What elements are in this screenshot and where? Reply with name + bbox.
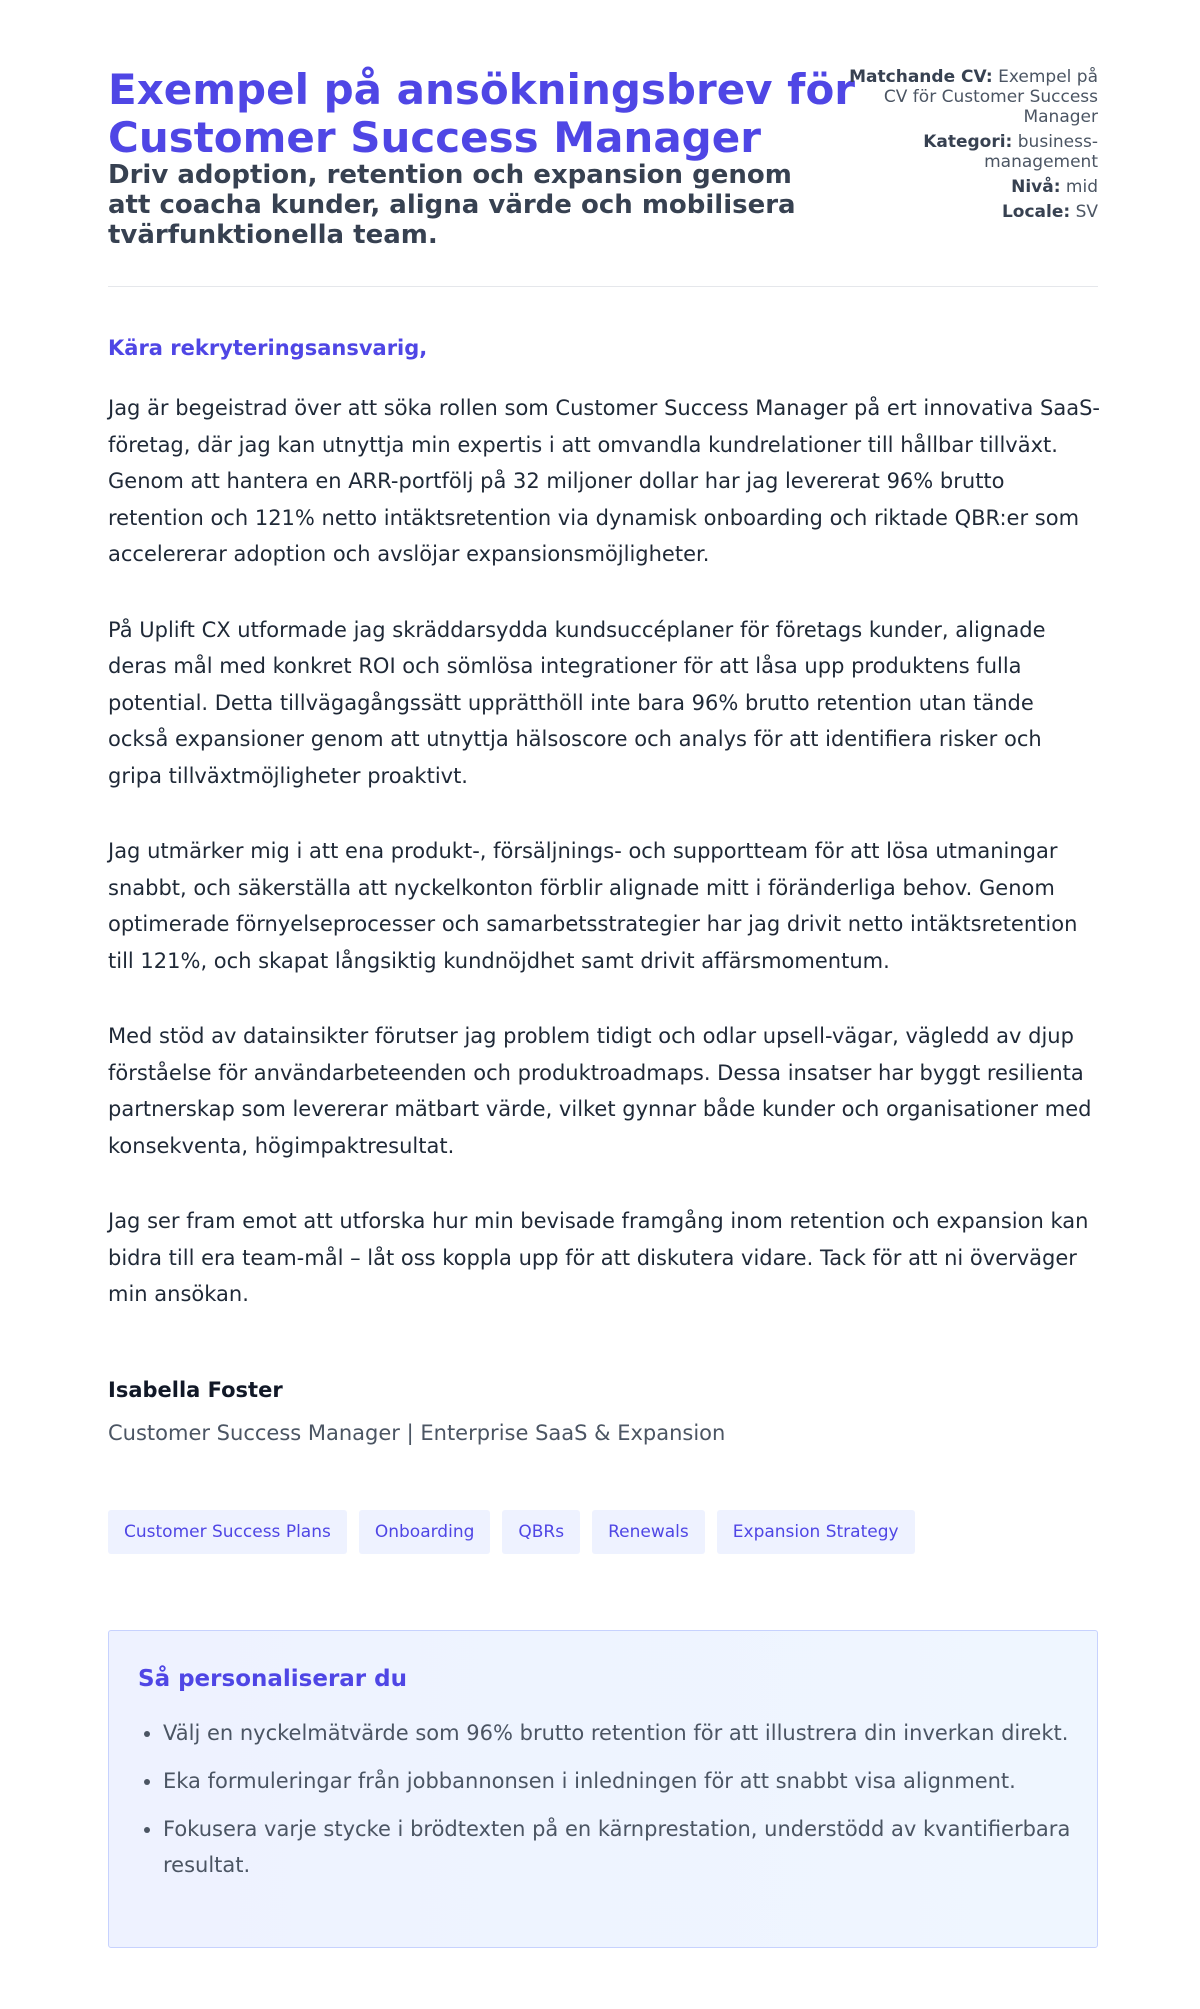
meta-level <box>838 177 1098 197</box>
page-header <box>108 0 1098 287</box>
tips-list-item: • Fokusera varje stycke i brödtexten på en kärnprestation, understödd av kvantifierbara resultat. <box>163 1811 1093 1883</box>
meta-cv-value: Exempel på CV för Customer Success Manager <box>883 67 1098 127</box>
meta-locale-label: Locale: <box>1001 202 1071 222</box>
meta-category <box>838 132 1098 172</box>
letter-paragraph: Jag är begeistrad över att söka rollen som Customer Success Manager på ert innovativa SaaS-företag, där jag kan utnyttja min expertis i att omvandla kundrelationer till hållbar tillväxt. Genom att hantera en ARR-portfölj på 32 miljoner dollar har jag levererat 96% brutto retention och 121% netto intäktsretention via dynamisk onboarding och riktade QBR:er som accelererar adoption och avslöjar expansionsmöjligheter. <box>108 396 1100 566</box>
signature-title: Customer Success Manager | Enterprise SaaS & Expansion <box>108 1421 726 1445</box>
letter-paragraph: Jag utmärker mig i att ena produkt-, försäljnings- och supportteam för att lösa utmaningar snabbt, och säkerställa att nyckelkonton förblir alignade mitt i föränderliga behov. Genom optimerade förnyelseprocesser och samarbetsstrategier har jag drivit netto intäktsretention till 121%, och skapat långsiktig kundnöjdhet samt drivit affärsmomentum. <box>108 839 1078 973</box>
meta-locale-value: SV <box>1075 202 1098 222</box>
page-title: Exempel på ansökningsbrev för Customer Success Manager <box>108 65 856 162</box>
tips-title: Så personaliserar du <box>138 1666 407 1692</box>
tips-list-item: • Välj en nyckelmätvärde som 96% brutto retention för att illustrera din inverkan direkt. <box>163 1715 1093 1751</box>
tips-list <box>138 1715 1093 1895</box>
signature-name: Isabella Foster <box>108 1378 283 1402</box>
skill-tags <box>108 1510 915 1554</box>
meta-cv-label: Matchande CV: <box>849 67 993 87</box>
skill-tag: Expansion Strategy <box>717 1510 915 1554</box>
letter-body <box>108 390 1100 1352</box>
personalization-tips-box <box>108 1630 1098 1948</box>
tips-list-item: • Eka formuleringar från jobbannonsen i inledningen för att snabbt visa alignment. <box>163 1763 1093 1799</box>
meta-matching-cv <box>838 67 1098 127</box>
cover-letter-page <box>108 0 1100 1877</box>
letter-paragraph: Jag ser fram emot att utforska hur min bevisade framgång inom retention och expansion kan bidra till era team-mål – låt oss koppla upp för att diskutera vidare. Tack för att ni överväger min ansökan. <box>108 1209 1089 1306</box>
meta-level-label: Nivå: <box>1011 177 1061 197</box>
letter-paragraph: Med stöd av datainsikter förutser jag problem tidigt och odlar upsell-vägar, vägledd av djup förståelse för användarbeteenden och produktroadmaps. Dessa insatser har byggt resilienta partnerskap som levererar mätbart värde, vilket gynnar både kunder och organisationer med konsekventa, högimpaktresultat. <box>108 1024 1092 1158</box>
meta-category-label: Kategori: <box>923 132 1013 152</box>
skill-tag: Customer Success Plans <box>108 1510 347 1554</box>
letter-greeting: Kära rekryteringsansvarig, <box>108 336 428 360</box>
meta-info <box>838 67 1098 227</box>
meta-level-value: mid <box>1065 177 1098 197</box>
skill-tag: Onboarding <box>359 1510 491 1554</box>
page-subtitle: Driv adoption, retention och expansion genom att coacha kunder, aligna värde och mobilisera tvärfunktionella team. <box>108 160 796 250</box>
meta-category-value: business-management <box>984 132 1098 172</box>
meta-locale <box>838 202 1098 222</box>
skill-tag: QBRs <box>502 1510 580 1554</box>
letter-paragraph: På Uplift CX utformade jag skräddarsydda kundsuccéplaner för företags kunder, alignade deras mål med konkret ROI och sömlösa integrationer för att låsa upp produktens fulla potential. Detta tillvägagångssätt upprätthöll inte bara 96% brutto retention utan tände också expansioner genom att utnyttja hälsoscore och analys för att identifiera risker och gripa tillväxtmöjligheter proaktivt. <box>108 617 1046 788</box>
skill-tag: Renewals <box>592 1510 705 1554</box>
